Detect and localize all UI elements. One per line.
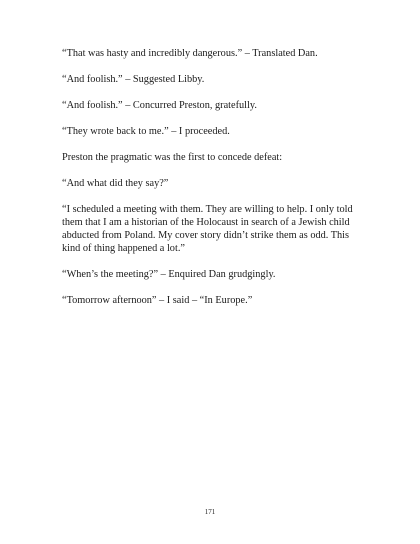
paragraph: “When’s the meeting?” – Enquired Dan grudgingly. xyxy=(62,269,276,280)
paragraph: “And foolish.” – Suggested Libby. xyxy=(62,74,205,85)
paragraph: “Tomorrow afternoon” – I said – “In Europe.” xyxy=(62,295,253,306)
body-text xyxy=(62,47,362,320)
paragraph: “I scheduled a meeting with them. They are willing to help. I only told them that I am a historian of the Holocaust in search of a Jewish child abducted from Poland. My cover story didn’t strike them as odd. This kind of thing happened a lot.” xyxy=(62,204,353,254)
paragraph: “They wrote back to me.” – I proceeded. xyxy=(62,126,230,137)
paragraph: “And foolish.” – Concurred Preston, gratefully. xyxy=(62,100,257,111)
page-number: 171 xyxy=(204,508,216,516)
paragraph: “That was hasty and incredibly dangerous.” – Translated Dan. xyxy=(62,48,318,59)
paragraph: Preston the pragmatic was the first to concede defeat: xyxy=(62,152,283,163)
paragraph: “And what did they say?” xyxy=(62,178,169,189)
